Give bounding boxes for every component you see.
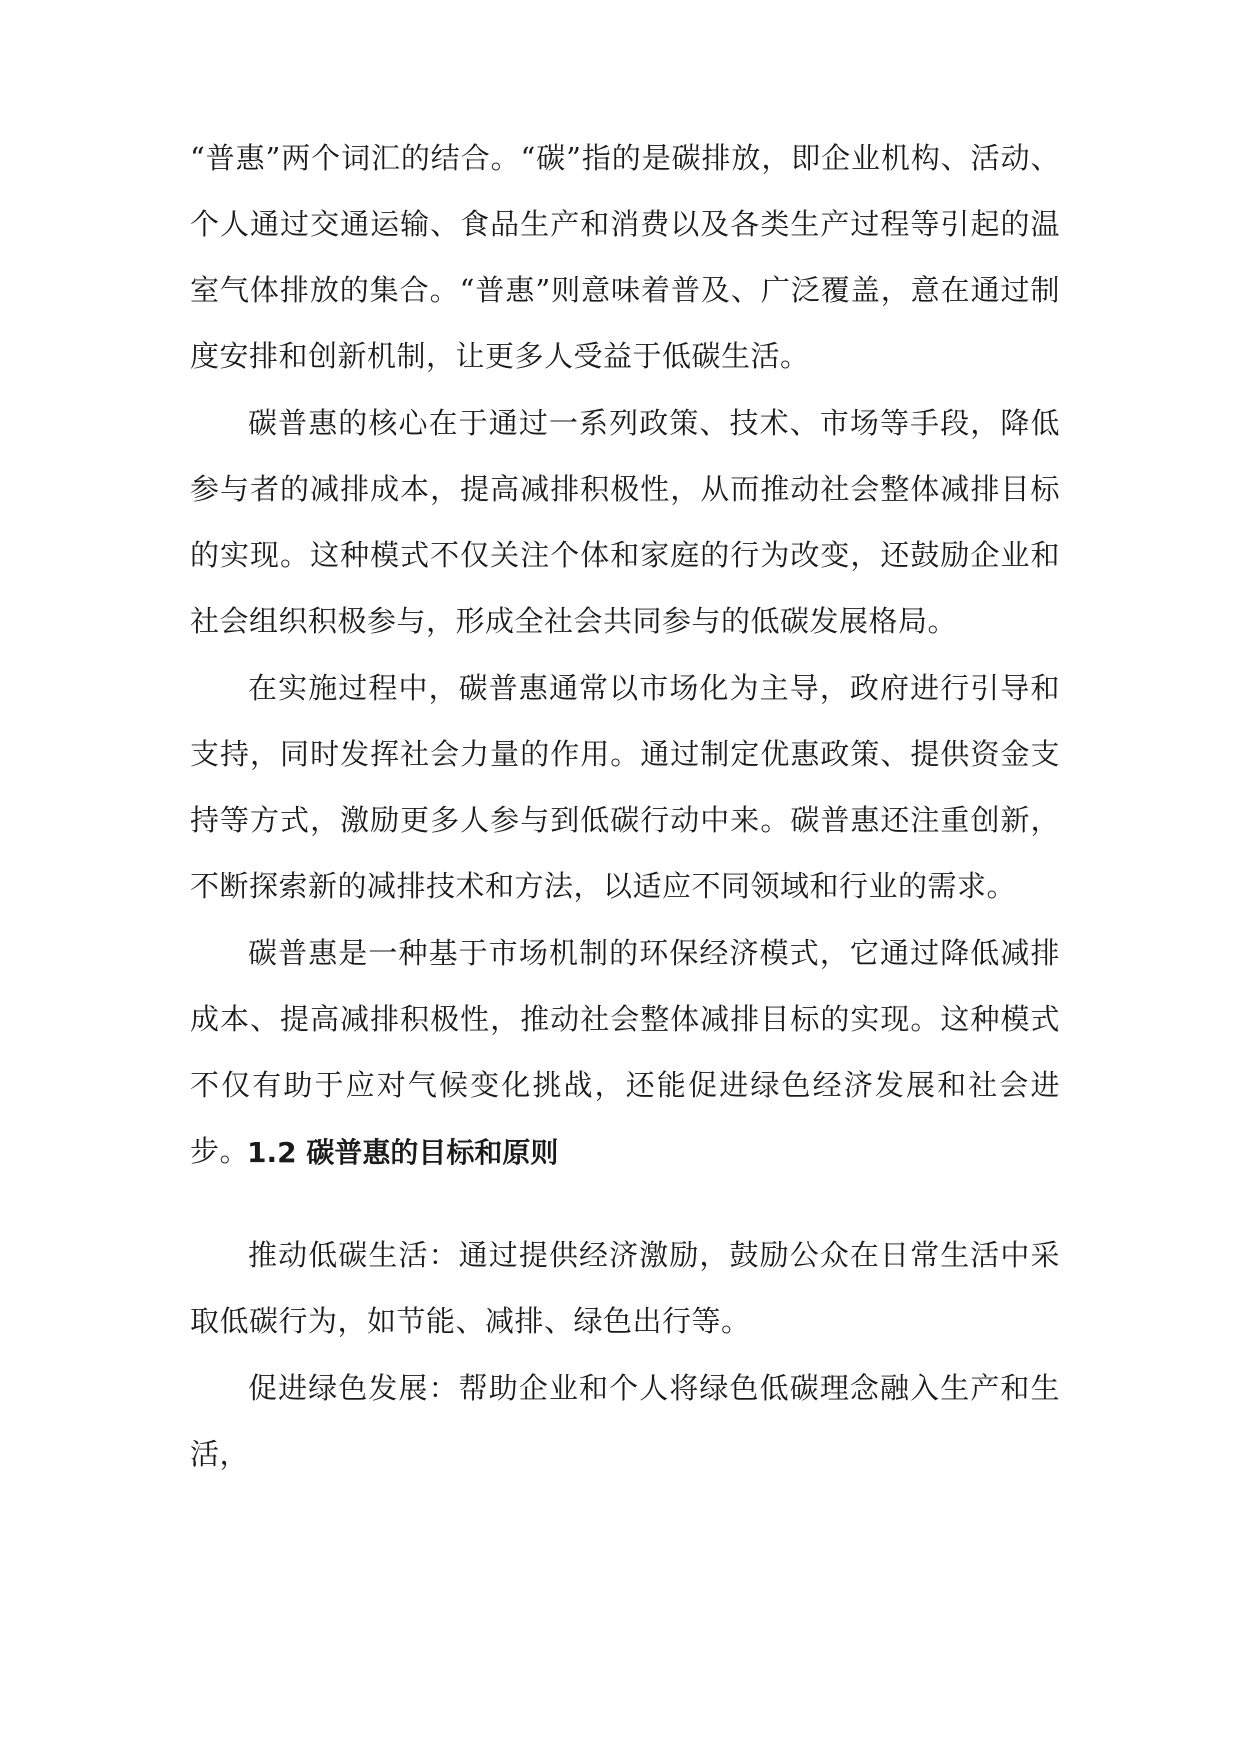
paragraph-goal-green-development: 促进绿色发展：帮助企业和个人将绿色低碳理念融入生产和生活， xyxy=(190,1371,1060,1471)
paragraph-carbon-definition: “普惠”两个词汇的结合。“碳”指的是碳排放，即企业机构、活动、个人通过交通运输、食品生产和消费以及各类生产过程等引起的温室气体排放的集合。“普惠”则意味着普及、广泛覆盖，意在通过制度安排和创新机制，让更多人受益于低碳生活。 xyxy=(190,141,1060,373)
section-heading: 1.2 碳普惠的目标和原则 xyxy=(247,1136,559,1169)
paragraph-summary: 碳普惠是一种基于市场机制的环保经济模式，它通过降低减排成本、提高减排积极性，推动社会整体减排目标的实现。这种模式不仅有助于应对气候变化挑战，还能促进绿色经济发展和社会进步。 xyxy=(190,936,1060,1168)
paragraph-goal-low-carbon-life: 推动低碳生活：通过提供经济激励，鼓励公众在日常生活中采取低碳行为，如节能、减排、绿色出行等。 xyxy=(190,1238,1060,1338)
paragraph-core-mechanism: 碳普惠的核心在于通过一系列政策、技术、市场等手段，降低参与者的减排成本，提高减排积极性，从而推动社会整体减排目标的实现。这种模式不仅关注个体和家庭的行为改变，还鼓励企业和社会组织积极参与，形成全社会共同参与的低碳发展格局。 xyxy=(190,406,1060,638)
paragraph-implementation: 在实施过程中，碳普惠通常以市场化为主导，政府进行引导和支持，同时发挥社会力量的作用。通过制定优惠政策、提供资金支持等方式，激励更多人参与到低碳行动中来。碳普惠还注重创新，不断探索新的减排技术和方法，以适应不同领域和行业的需求。 xyxy=(190,671,1060,903)
